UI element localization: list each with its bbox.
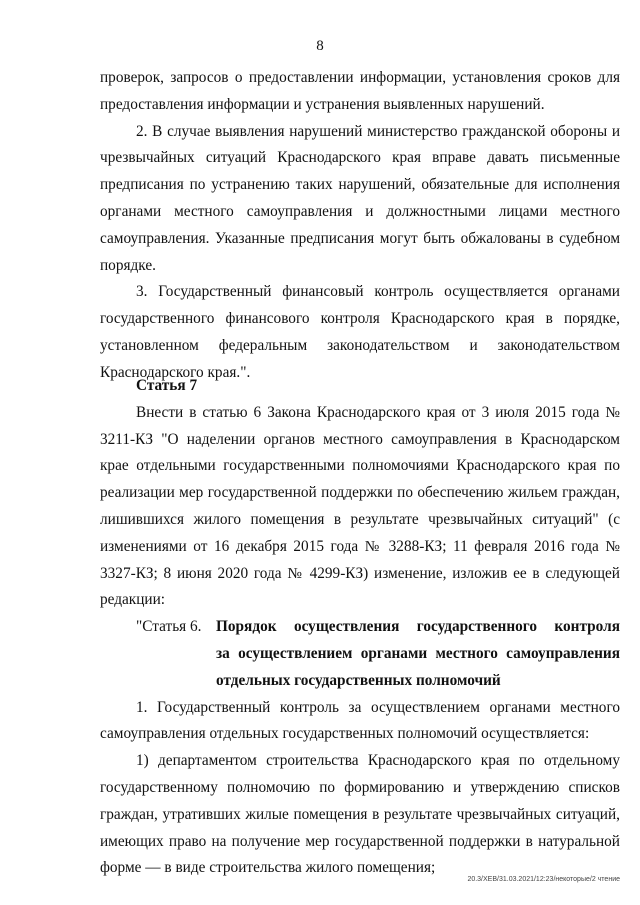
article-6-title-row-2 — [100, 641, 620, 668]
article-6-title-row-3 — [100, 668, 620, 695]
article-6-paragraph-1-item-1: 1) департаментом строительства Краснодарского края по отдельному государственному полномочию по формированию и утверждению списков граждан, утративших жилые помещения в результате чрезвычайных ситуаций, имеющих право на получение мер государственной поддержки в натуральной форме — в виде строительства жилого помещения; — [100, 752, 620, 877]
article-6-title-row — [100, 614, 620, 641]
paragraph-continuation: проверок, запросов о предоставлении информации, установления сроков для предоставления информации и устранения выявленных нарушений. — [100, 69, 620, 113]
article-7-block — [100, 373, 620, 882]
paragraph-3-financial-control: 3. Государственный финансовый контроль осуществляется органами государственного финансового контроля Краснодарского края в порядке, установленном федеральным законодательством и законодательством Краснодарского края.". — [100, 283, 620, 381]
article-6-title-line-2: за осуществлением органами местного самоуправления — [216, 644, 620, 662]
article-7-intro: Внести в статью 6 Закона Краснодарского края от 3 июля 2015 года № 3211-КЗ "О наделении органов местного самоуправления в Краснодарском крае отдельными государственными полномочиями Краснодарского края по реализации мер государственной поддержки по обеспечению жильем граждан, лишившихся жилого помещения в результате чрезвычайных ситуаций" (с изменениями от 16 декабря 2015 года № 3288-КЗ; 11 февраля 2016 года № 3327-КЗ; 8 июня 2020 года № 4299-КЗ) изменение, изложив ее в следующей редакции: — [100, 403, 620, 609]
footer-stamp: 20.3/ХЕВ/31.03.2021/12:23/некоторые/2 чтение — [467, 876, 620, 883]
paragraph-2-violations: 2. В случае выявления нарушений министерство гражданской обороны и чрезвычайных ситуаций Краснодарского края вправе давать письменные предписания по устранению таких нарушений, обязательные для исполнения органами местного самоуправления и должностными лицами местного самоуправления. Указанные предписания могут быть обжалованы в судебном порядке. — [100, 122, 620, 274]
continuation-block — [100, 65, 620, 387]
page-number: 8 — [316, 38, 324, 54]
article-6-title-line-3: отдельных государственных полномочий — [216, 671, 501, 689]
article-6-label: "Статья 6. — [136, 618, 202, 636]
article-7-heading: Статья 7 — [136, 377, 198, 394]
article-6-title-line-1: Порядок осуществления государственного контроля — [216, 618, 620, 636]
article-6-paragraph-1: 1. Государственный контроль за осуществлением органами местного самоуправления отдельных государственных полномочий осуществляется: — [100, 698, 620, 743]
